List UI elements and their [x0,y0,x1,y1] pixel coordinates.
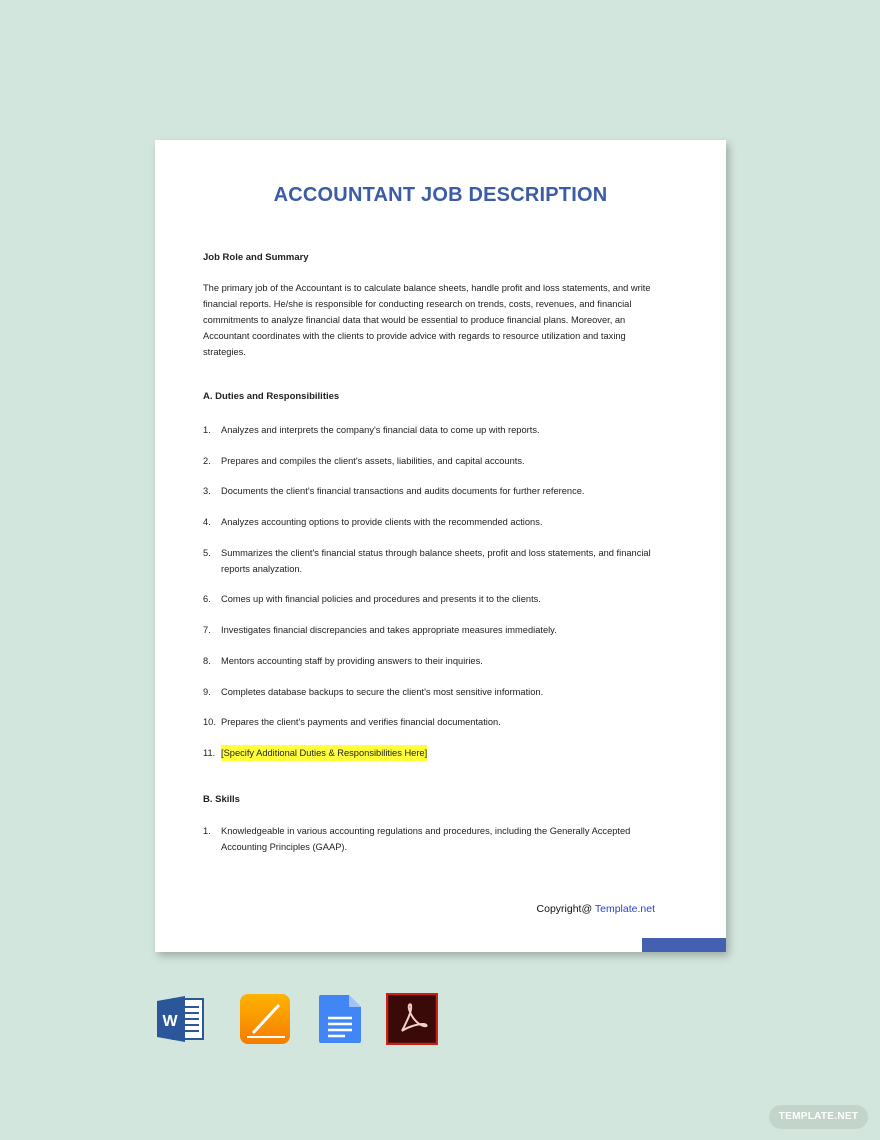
item-number: 7. [203,625,211,636]
item-number: 1. [203,826,211,836]
list-item [203,714,673,730]
item-number: 10. [203,717,216,728]
list-item [203,622,673,638]
item-number: 1. [203,425,211,435]
template-net-badge: TEMPLATE.NET [769,1105,868,1129]
skills-heading: B. Skills [203,794,240,805]
document-page [155,140,726,952]
item-text: Analyzes and interprets the company's financial data to come up with reports. [221,425,540,435]
svg-text:W: W [162,1013,178,1030]
list-item [203,823,673,855]
list-item [203,745,673,761]
item-text: Investigates financial discrepancies and takes appropriate measures immediately. [221,625,557,636]
duties-list [203,422,673,776]
item-text: Knowledgeable in various accounting regulations and procedures, including the Generally Accepted Accounting Principles (GAAP). [221,826,631,852]
item-text: [Specify Additional Duties & Responsibilities Here] [221,745,427,761]
item-number: 4. [203,517,211,528]
list-item [203,422,673,438]
google-docs-icon[interactable] [315,993,367,1045]
item-number: 5. [203,547,211,558]
list-item [203,653,673,669]
skills-list [203,823,673,870]
list-item [203,684,673,700]
list-item [203,591,673,607]
item-text: Prepares the client's payments and verifies financial documentation. [221,717,501,728]
item-number: 8. [203,655,211,666]
summary-heading: Job Role and Summary [203,252,309,263]
pages-icon[interactable] [239,993,291,1045]
list-item [203,453,673,469]
item-text: Documents the client's financial transactions and audits documents for further reference. [221,486,585,497]
acrobat-pdf-icon[interactable] [386,993,438,1045]
item-text: Prepares and compiles the client's assets, liabilities, and capital accounts. [221,455,525,466]
item-number: 3. [203,486,211,497]
list-item [203,545,673,577]
document-title: ACCOUNTANT JOB DESCRIPTION [273,184,608,206]
copyright-label: Copyright@ [536,903,593,915]
copyright [537,903,655,915]
item-number: 2. [203,455,211,466]
item-text: Summarizes the client's financial status through balance sheets, profit and loss statements, and financial reports analyzation. [221,547,651,574]
item-text: Completes database backups to secure the client's most sensitive information. [221,686,544,697]
item-number: 11. [203,747,216,758]
duties-heading: A. Duties and Responsibilities [203,391,340,402]
item-text: Analyzes accounting options to provide clients with the recommended actions. [221,517,543,528]
word-icon[interactable] [155,993,207,1045]
summary-text: The primary job of the Accountant is to calculate balance sheets, handle profit and loss statements, and write financial reports. He/she is responsible for conducting research on trends, costs, revenues, and financial commitments to analyze financial data that would be essential to produce financial plans. Moreover, an Accountant coordinates with the clients to provide advice with regards to resource utilization and taxing strategies. [203,283,651,357]
accent-bar [642,938,726,952]
template-link[interactable]: Template.net [594,903,655,915]
item-text: Mentors accounting staff by providing answers to their inquiries. [221,655,483,666]
item-number: 6. [203,594,211,605]
item-number: 9. [203,686,211,697]
list-item [203,514,673,530]
item-text: Comes up with financial policies and procedures and presents it to the clients. [221,594,541,605]
list-item [203,483,673,499]
